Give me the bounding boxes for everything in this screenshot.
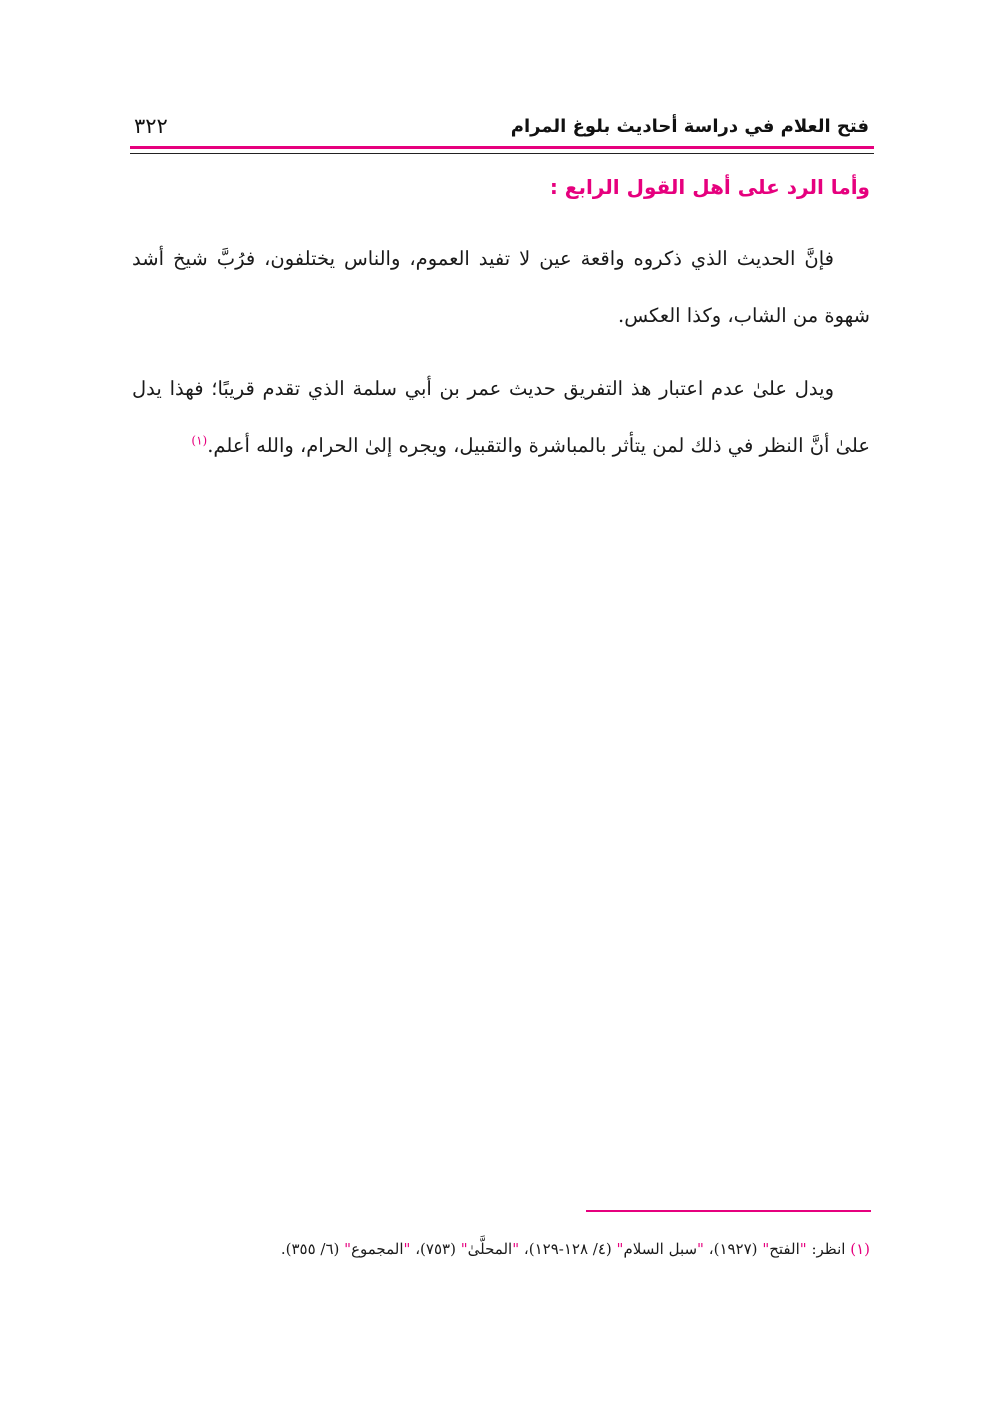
paragraph-1 bbox=[132, 230, 870, 344]
header-rule-thin bbox=[130, 153, 874, 154]
running-title: فتح العلام في دراسة أحاديث بلوغ المرام bbox=[510, 116, 869, 137]
paragraph-1-text: فإنَّ الحديث الذي ذكروه واقعة عين لا تفيد العموم، والناس يختلفون، فرُبَّ شيخ أشد شهوة من الشاب، وكذا العكس. bbox=[132, 247, 870, 327]
footnote-number: (١) bbox=[850, 1240, 870, 1258]
header-rule-accent bbox=[130, 146, 874, 149]
footnote-ref2-title: سبل السلام bbox=[623, 1240, 698, 1258]
footnote-lead: انظر: bbox=[811, 1240, 846, 1258]
footnote-ref1-title: الفتح bbox=[769, 1240, 800, 1258]
page-number: ٣٢٢ bbox=[134, 114, 168, 138]
footnote-separator bbox=[586, 1210, 871, 1212]
section-heading: وأما الرد على أهل القول الرابع : bbox=[549, 175, 870, 199]
footnote-ref4-location: (٦/ ٣٥٥). bbox=[280, 1240, 340, 1258]
footnote-ref1-location: (١٩٢٧)، bbox=[708, 1240, 758, 1258]
footnote-ref4-title: المجموع bbox=[351, 1240, 404, 1258]
paragraph-2 bbox=[132, 360, 870, 474]
footnote-reference[interactable]: (١) bbox=[191, 433, 208, 448]
footnote-ref3-location: (٧٥٣)، bbox=[415, 1240, 456, 1258]
footnote-1: (١) انظر: "الفتح" (١٩٢٧)، "سبل السلام" (٤/ ١٢٨-١٢٩)، "المحلَّىٰ" (٧٥٣)، "المجموع" (٦/ ٣٥٥). bbox=[280, 1240, 870, 1258]
footnote-ref2-location: (٤/ ١٢٨-١٢٩)، bbox=[523, 1240, 612, 1258]
footnote-ref3-title: المحلَّىٰ bbox=[467, 1240, 513, 1258]
paragraph-2-text: ويدل علىٰ عدم اعتبار هذ التفريق حديث عمر بن أبي سلمة الذي تقدم قريبًا؛ فهذا يدل علىٰ أنَّ النظر في ذلك لمن يتأثر بالمباشرة والتقبيل، ويجره إلىٰ الحرام، والله أعلم. bbox=[132, 377, 870, 457]
